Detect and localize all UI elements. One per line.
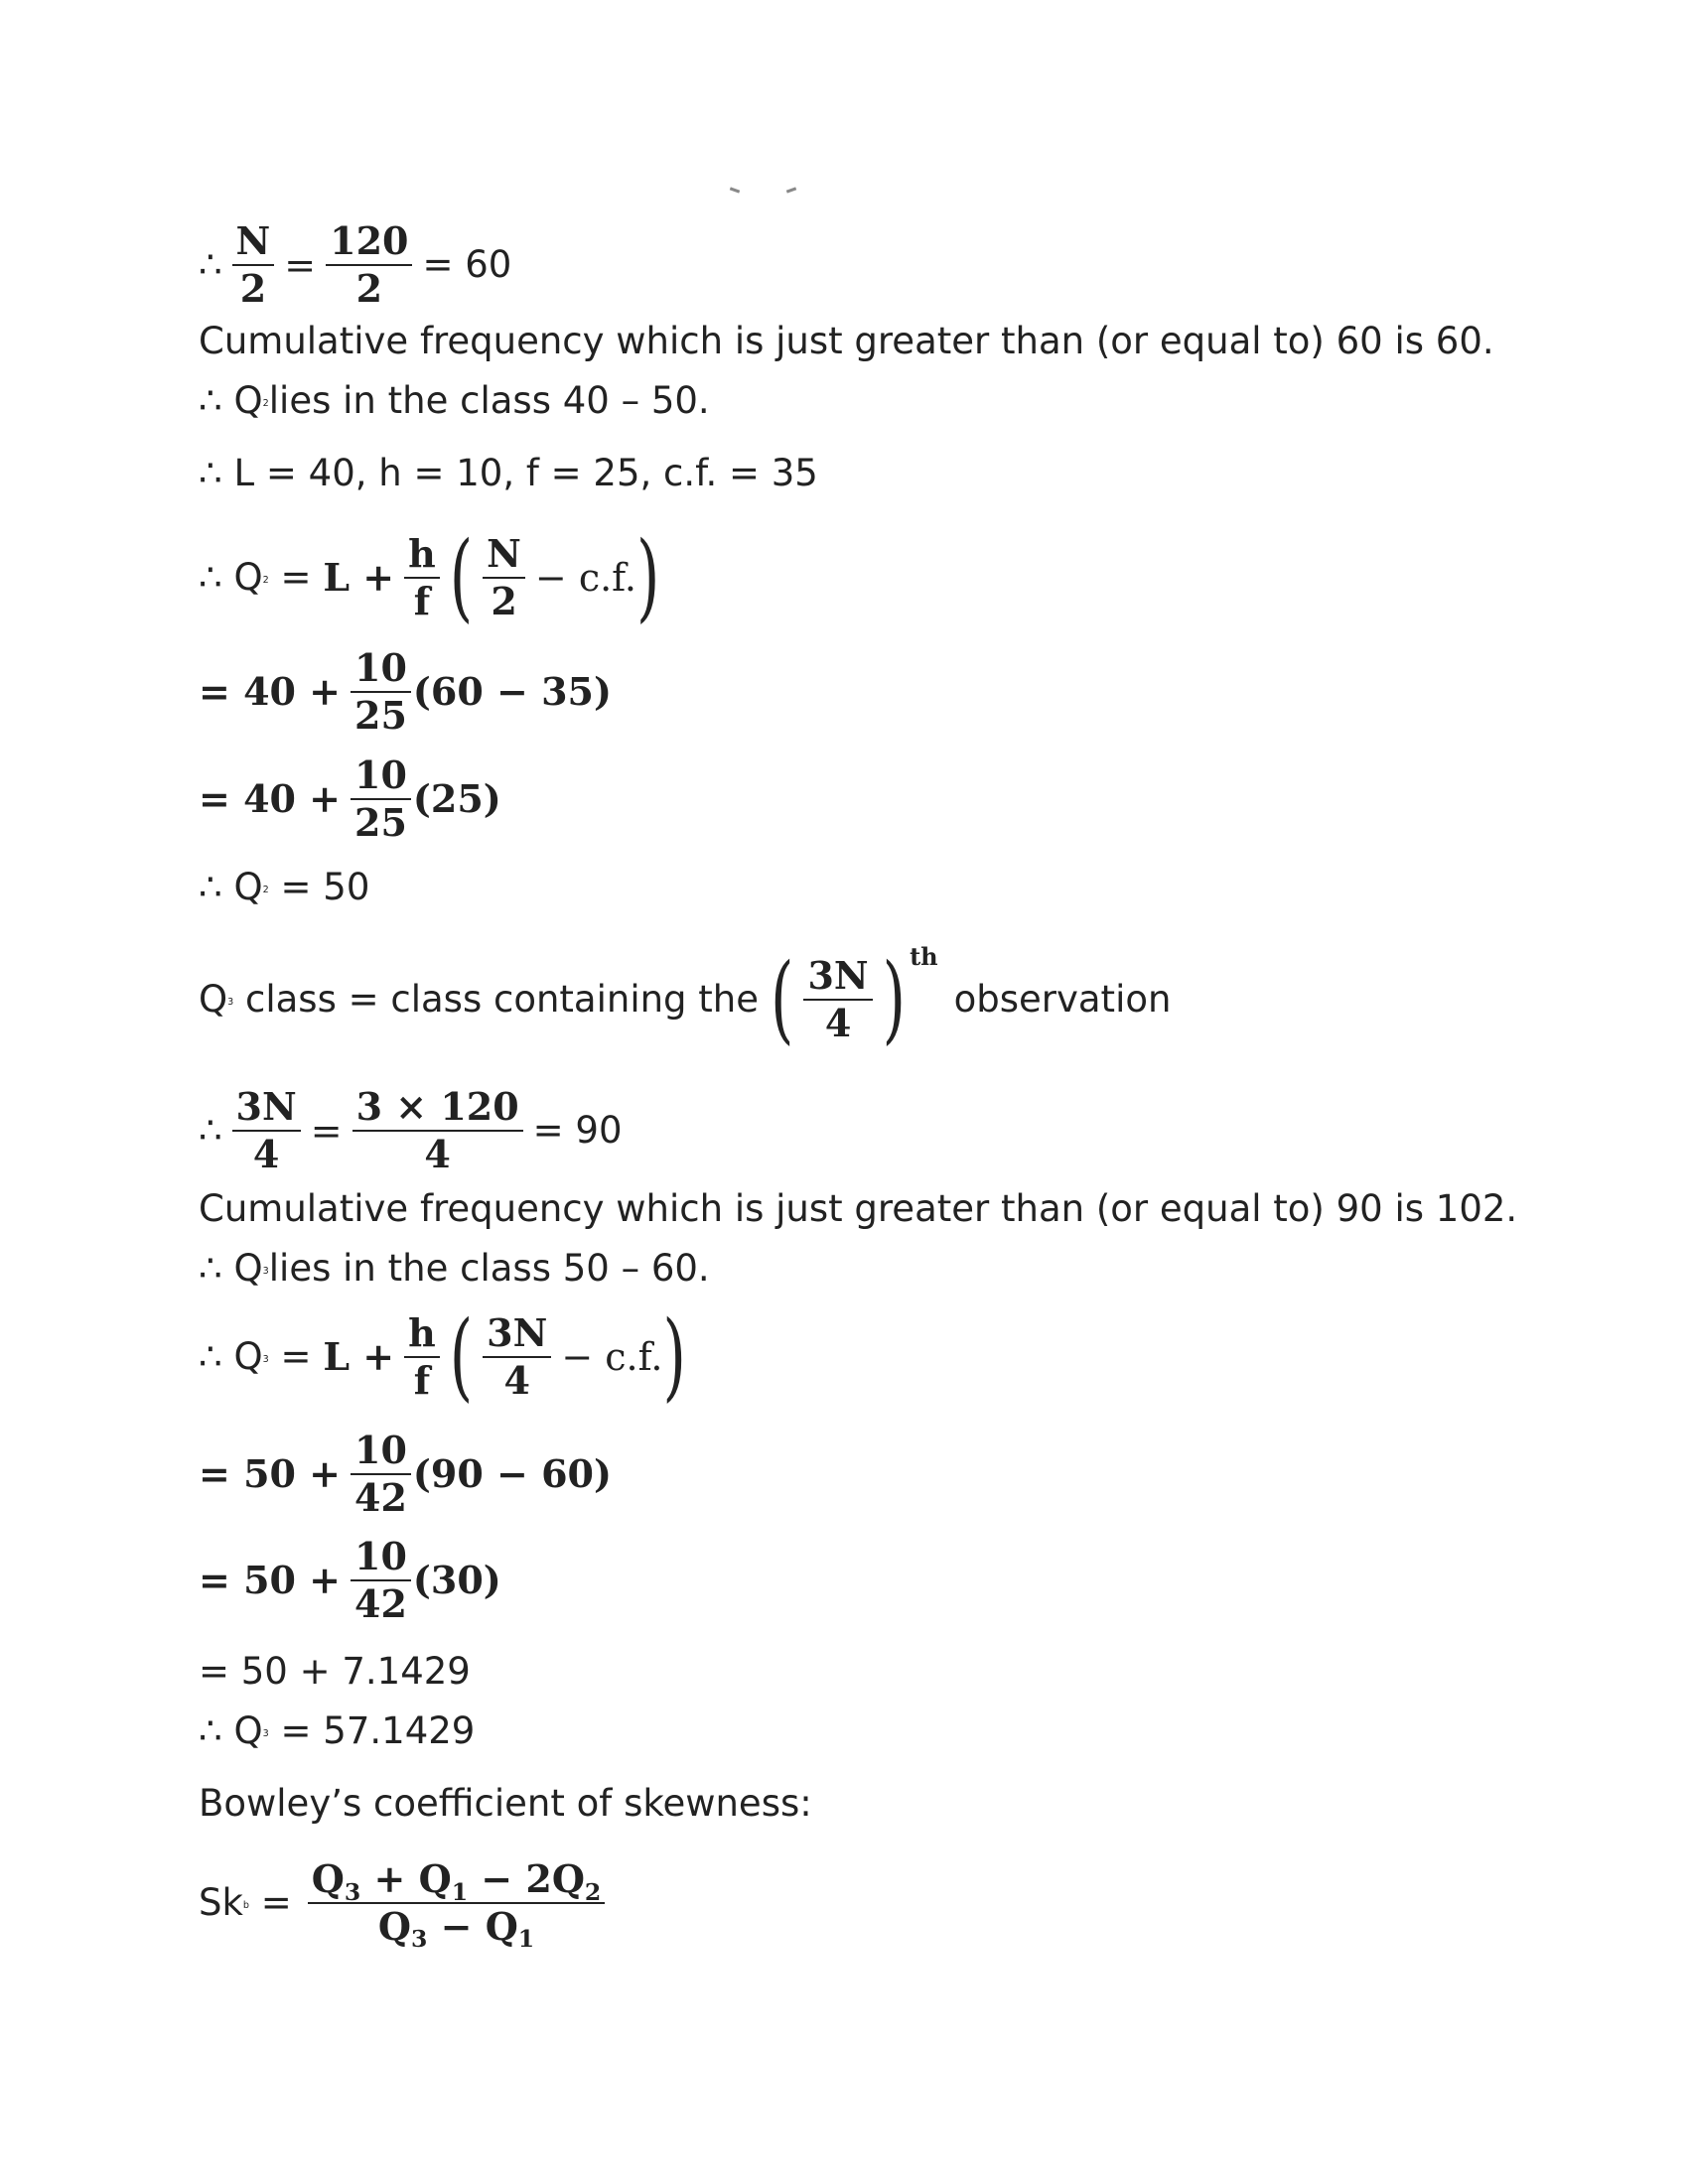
cf-statement-text: Cumulative frequency which is just greater than (or equal to) 90 is 102. (199, 1187, 1518, 1230)
3n-over-4-fraction (483, 1310, 551, 1403)
step-fraction (351, 1534, 411, 1626)
q-symbol: Q (233, 1335, 263, 1379)
q1-term: + Q (360, 1856, 452, 1901)
n-value-fraction (326, 218, 412, 311)
therefore-symbol: ∴ (199, 452, 222, 494)
step-fraction (351, 752, 411, 845)
step-prefix: = 40 + (199, 776, 342, 822)
n-over-2-fraction (483, 531, 525, 623)
cf-statement-60 (199, 320, 1494, 362)
q2-step2 (199, 752, 501, 845)
subscript: 1 (517, 1925, 535, 1954)
q-subscript: 2 (262, 398, 269, 410)
denominator: 25 (354, 799, 407, 845)
denominator: 4 (503, 1357, 530, 1403)
left-paren: ( (449, 521, 474, 633)
q3-step1 (199, 1428, 612, 1520)
step-prefix: = 40 + (199, 669, 342, 715)
equals-sign: = (310, 1108, 343, 1153)
therefore-symbol: ∴ (199, 556, 222, 600)
therefore-symbol: ∴ (199, 1335, 222, 1379)
bowley-heading-text: Bowley’s coefficient of skewness: (199, 1782, 812, 1825)
numerator: 10 (354, 1428, 407, 1472)
therefore-symbol: ∴ (199, 1247, 222, 1290)
q-subscript: 3 (262, 1354, 269, 1366)
denominator: f (413, 1357, 431, 1403)
right-paren: ) (662, 1300, 686, 1413)
subscript: 2 (584, 1877, 602, 1906)
numerator: 3 × 120 (355, 1084, 519, 1129)
h-over-f-fraction (404, 531, 440, 623)
therefore-symbol: ∴ (199, 866, 222, 908)
step-suffix: (60 − 35) (412, 669, 612, 715)
q3-step2 (199, 1534, 501, 1626)
q-symbol: Q (233, 556, 263, 600)
3n-result: = 90 (532, 1109, 623, 1153)
3n-value-fraction (352, 1084, 523, 1176)
q-symbol: Q (233, 866, 263, 908)
step-fraction (351, 645, 411, 738)
denominator: 25 (354, 692, 407, 738)
numerator: 3N (807, 953, 869, 998)
scan-mark (786, 187, 796, 193)
denominator: 2 (239, 265, 267, 311)
therefore-symbol: ∴ (199, 379, 222, 422)
scan-mark (730, 187, 740, 193)
h-over-f-fraction (404, 1310, 440, 1403)
step-prefix: = 50 + (199, 1558, 342, 1603)
n-over-2-fraction (232, 218, 275, 311)
equals-sign: = (249, 1881, 292, 1925)
q2-formula (199, 521, 660, 633)
class-text: class = class containing the (233, 978, 760, 1022)
denominator: f (413, 578, 431, 623)
cf-statement-90 (199, 1187, 1517, 1230)
q2-params-line (199, 452, 818, 494)
3n-over-4-fraction (232, 1084, 301, 1176)
numerator: 3N (235, 1084, 297, 1129)
q2-class-line (199, 379, 710, 422)
cf-term: − c.f. (561, 1334, 663, 1379)
step-prefix: = 50 + (199, 1451, 342, 1497)
q3-class-definition (199, 941, 1172, 1055)
sk-subscript: b (242, 1900, 250, 1912)
q2-class-text: lies in the class 40 – 50. (268, 379, 710, 422)
q1-term: − Q (427, 1903, 518, 1949)
denominator (374, 1903, 538, 1954)
equals-sign: = (284, 242, 317, 287)
left-paren: ( (771, 943, 794, 1055)
q-symbol: Q (199, 978, 228, 1022)
subscript: 3 (411, 1925, 428, 1954)
n-result: = 60 (422, 243, 512, 287)
denominator: 4 (824, 1000, 852, 1045)
numerator: 10 (354, 645, 407, 690)
q2-value: = 50 (268, 866, 370, 908)
denominator: 42 (354, 1474, 407, 1520)
q3-value: = 57.1429 (268, 1709, 476, 1752)
q2-params: L = 40, h = 10, f = 25, c.f. = 35 (233, 452, 818, 494)
step-text: = 50 + 7.1429 (199, 1650, 471, 1693)
q-subscript: 2 (262, 575, 269, 587)
sk-symbol: Sk (199, 1881, 243, 1925)
equals-sign: = (268, 556, 324, 600)
q-symbol: Q (233, 1709, 263, 1752)
n-over-2-equation (199, 218, 511, 311)
step-suffix: (30) (412, 1558, 501, 1603)
numerator: 10 (354, 1534, 407, 1578)
denominator: 2 (491, 578, 517, 623)
bowley-fraction (308, 1856, 606, 1954)
numerator (308, 1856, 606, 1906)
q2-step1 (199, 645, 612, 738)
right-paren: ) (635, 521, 660, 633)
q-subscript: 3 (227, 997, 234, 1009)
therefore-symbol: ∴ (199, 243, 222, 287)
q-subscript: 3 (262, 1728, 269, 1740)
numerator: 3N (487, 1310, 548, 1355)
q3-class-line (199, 1247, 710, 1290)
numerator: h (408, 531, 436, 576)
right-paren: ) (882, 943, 907, 1055)
subscript: 1 (451, 1877, 469, 1906)
q3-formula (199, 1300, 686, 1413)
observation-text: observation (953, 978, 1172, 1022)
equals-sign: = (268, 1335, 324, 1379)
bowley-heading (199, 1782, 812, 1825)
superscript-th: th (910, 941, 938, 971)
2q2-term: − 2Q (468, 1856, 585, 1901)
step-suffix: (90 − 60) (412, 1451, 612, 1497)
q-subscript: 2 (262, 885, 269, 896)
numerator: N (487, 531, 521, 576)
denominator: 4 (424, 1131, 451, 1176)
numerator: 120 (330, 218, 409, 263)
denominator: 2 (355, 265, 383, 311)
q-subscript: 3 (262, 1266, 269, 1278)
denominator: 4 (252, 1131, 280, 1176)
subscript: 3 (344, 1877, 361, 1906)
numerator: h (408, 1310, 436, 1355)
formula-l-term: L + (323, 1334, 395, 1380)
q3-result (199, 1709, 475, 1752)
q-symbol: Q (233, 1247, 263, 1290)
bowley-formula (199, 1856, 615, 1954)
left-paren: ( (449, 1300, 474, 1413)
q3-class-text: lies in the class 50 – 60. (268, 1247, 710, 1290)
formula-l-term: L + (323, 555, 395, 601)
denominator: 42 (354, 1580, 407, 1626)
q-symbol: Q (233, 379, 263, 422)
cf-term: − c.f. (534, 555, 636, 600)
3n-over-4-equation (199, 1084, 623, 1176)
numerator: 10 (354, 752, 407, 797)
3n-over-4-fraction (803, 953, 872, 1045)
q3-term: Q (311, 1856, 345, 1901)
q3-step3 (199, 1650, 471, 1693)
step-suffix: (25) (412, 776, 501, 822)
cf-statement-text: Cumulative frequency which is just greater than (or equal to) 60 is 60. (199, 320, 1494, 362)
therefore-symbol: ∴ (199, 1709, 222, 1752)
q3-term: Q (377, 1903, 411, 1949)
q2-result (199, 866, 369, 908)
therefore-symbol: ∴ (199, 1109, 222, 1153)
numerator: N (235, 218, 271, 263)
step-fraction (351, 1428, 411, 1520)
